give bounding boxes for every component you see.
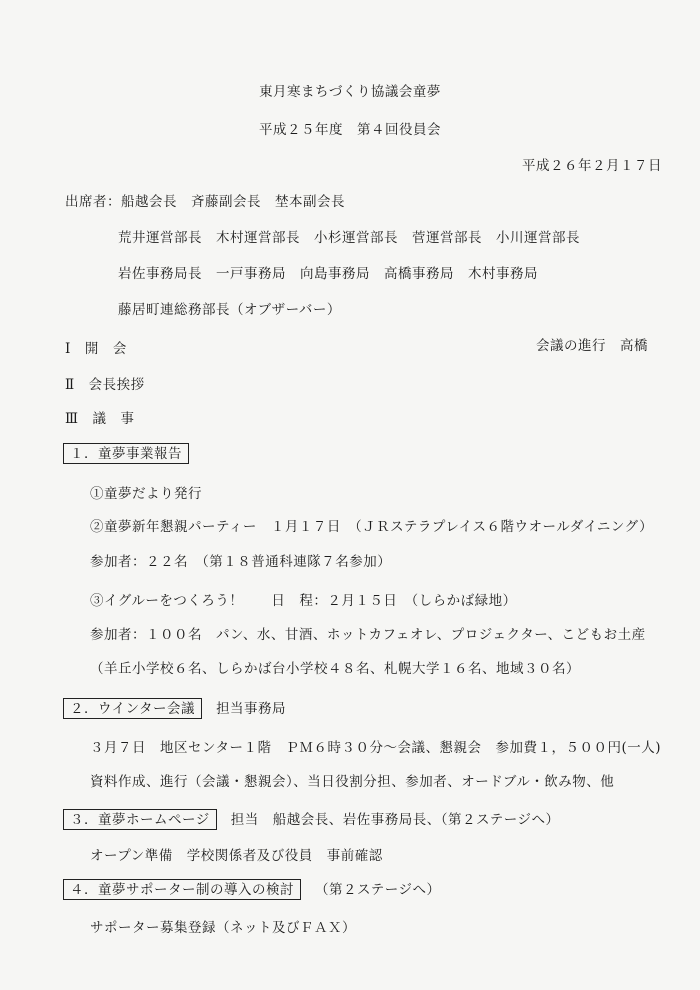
- item4-note: （第２ステージへ）: [315, 882, 441, 898]
- item2-owner: 担当事務局: [216, 701, 287, 717]
- section-greeting: Ⅱ 会長挨拶: [65, 377, 145, 393]
- attendees-line-4: 藤居町連総務部長（オブザーバー）: [118, 302, 341, 318]
- attendees-line-3: 岩佐事務局長 一戸事務局 向島事務局 高橋事務局 木村事務局: [118, 266, 538, 282]
- section-agenda: Ⅲ 議 事: [65, 411, 135, 427]
- item1-title: １．童夢事業報告: [63, 443, 189, 464]
- attendees-line-1: [65, 193, 345, 211]
- item2-title: ２．ウインター会議: [63, 698, 202, 719]
- org-title: 東月寒まちづくり協議会童夢: [259, 84, 441, 100]
- meeting-title: 平成２５年度 第４回役員会: [259, 122, 441, 138]
- item2-heading: [63, 700, 286, 718]
- item4-line-1: サポーター募集登録（ネット及びＦＡＸ）: [90, 920, 356, 936]
- item1-igloo-participants: 参加者：１００名 パン、水、甘酒、ホットカフェオレ、プロジェクター、こどもお土産: [90, 627, 646, 643]
- item1-igloo-detail: （羊丘小学校６名、しらかば台小学校４８名、札幌大学１６名、地域３０名）: [90, 661, 580, 677]
- item1-heading: [63, 445, 189, 463]
- item3-title: ３．童夢ホームページ: [63, 809, 217, 830]
- item2-line-2: 資料作成、進行（会議・懇親会）、当日役割分担、参加者、オードブル・飲み物、他: [90, 774, 615, 790]
- attendees-line-2: 荒井運営部長 木村運営部長 小杉運営部長 菅運営部長 小川運営部長: [118, 230, 580, 246]
- item1-party: ②童夢新年懇親パーティー １月１７日 （ＪＲステラプレイス６階ウオールダイニング）: [90, 519, 654, 535]
- section-opening: Ⅰ 開 会: [65, 341, 127, 357]
- item1-newsletter: ①童夢だより発行: [90, 486, 202, 502]
- item3-line-1: オープン準備 学校関係者及び役員 事前確認: [90, 848, 383, 864]
- section-opening-facilitator: 会議の進行 高橋: [536, 338, 648, 354]
- attendees-executives: 船越会長 斉藤副会長 埜本副会長: [121, 194, 345, 210]
- item3-heading: [63, 811, 559, 829]
- item4-heading: [63, 881, 440, 899]
- item2-line-1: ３月７日 地区センター１階 ＰＭ６時３０分～会議、懇親会 参加費１，５００円(一人): [90, 740, 661, 756]
- item4-title: ４．童夢サポーター制の導入の検討: [63, 879, 301, 900]
- item1-party-participants: 参加者：２２名 （第１８普通科連隊７名参加）: [90, 554, 392, 570]
- item1-igloo: ③イグルーをつくろう！ 日 程：２月１５日 （しらかば緑地）: [90, 593, 517, 609]
- meeting-date: 平成２６年２月１７日: [522, 158, 662, 174]
- item3-owner: 担当 船越会長、岩佐事務局長、（第２ステージへ）: [230, 812, 560, 828]
- attendees-label: 出席者：: [65, 194, 121, 210]
